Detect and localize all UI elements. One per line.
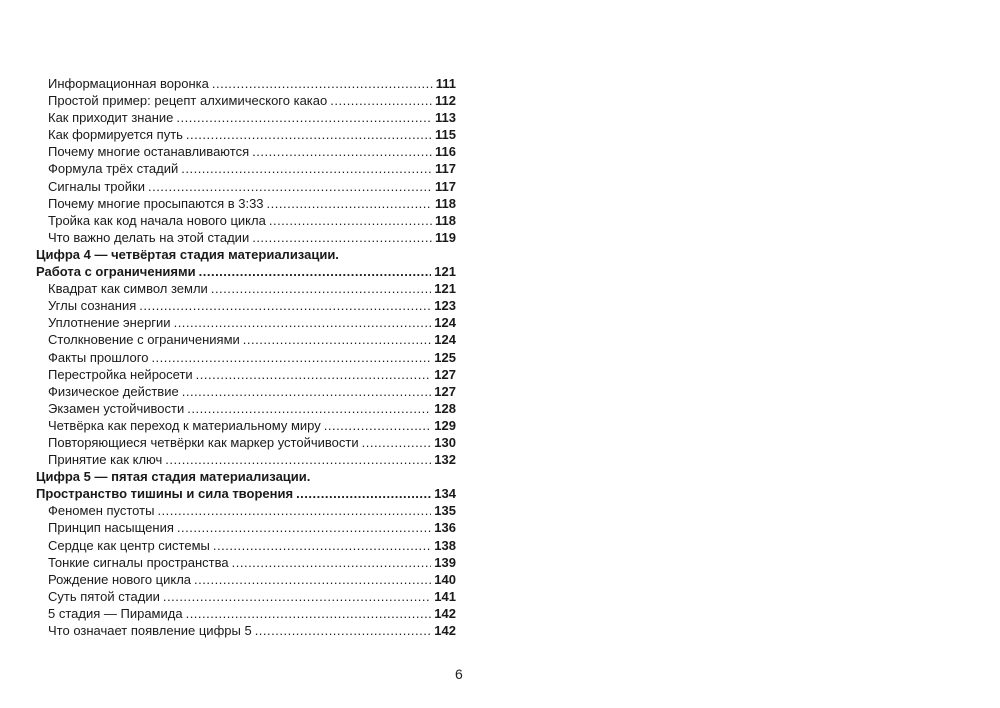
toc-entry-page: 130 [434, 434, 456, 450]
toc-entry [36, 349, 456, 366]
toc-entry-page: 119 [435, 229, 456, 245]
toc-entry-page: 118 [435, 212, 456, 228]
toc-entry-title: Перестройка нейросети [48, 366, 193, 382]
toc-entry-page: 134 [434, 486, 456, 502]
toc-entry-title: Тройка как код начала нового цикла [48, 212, 266, 228]
right-page [500, 0, 1000, 708]
toc-entry [36, 588, 456, 605]
toc-entry-title: Формула трёх стадий [48, 161, 179, 177]
toc-entry-page: 112 [435, 93, 456, 109]
toc-leader-dots [186, 605, 432, 622]
toc-entry [36, 519, 456, 536]
toc-entry-page: 115 [435, 127, 456, 143]
toc-entry-page: 135 [434, 503, 456, 519]
toc-entry-title: Уплотнение энергии [48, 315, 171, 331]
toc-leader-dots [232, 554, 432, 571]
toc-leader-dots [187, 400, 431, 417]
toc-entry-page: 141 [434, 588, 456, 604]
toc-entry-title: Работа с ограничениями [36, 264, 196, 280]
toc-entry-title: Столкновение с ограничениями [48, 332, 240, 348]
toc-entry-title: 5 стадия — Пирамида [48, 605, 183, 621]
toc-entry-title: Что важно делать на этой стадии [48, 229, 250, 245]
toc-entry-title: Сердце как центр системы [48, 537, 210, 553]
toc-entry-title: Сигналы тройки [48, 178, 145, 194]
toc-leader-dots [196, 366, 432, 383]
toc-leader-dots [362, 434, 432, 451]
toc-entry-title: Пространство тишины и сила творения [36, 486, 294, 502]
toc-leader-dots [255, 622, 432, 639]
toc-entry-page: 129 [434, 417, 456, 433]
toc-entry-page: 111 [435, 76, 456, 91]
toc-leader-dots [252, 143, 432, 160]
toc-leader-dots [243, 331, 432, 348]
toc-entry [36, 554, 456, 571]
toc-entry-page: 121 [434, 281, 456, 297]
toc-entry [36, 366, 456, 383]
toc-leader-dots [177, 519, 431, 536]
toc-entry [36, 160, 456, 177]
toc-entry-title: Суть пятой стадии [48, 588, 160, 604]
toc-entry [36, 109, 456, 126]
toc-entry [36, 485, 456, 502]
toc-entry-page: 116 [435, 144, 456, 160]
toc-leader-dots [163, 588, 431, 605]
toc-entry-page: 142 [434, 623, 456, 638]
toc-entry [36, 92, 456, 109]
toc-leader-dots [252, 229, 432, 246]
toc-entry-title: Цифра 5 — пятая стадия материализации. [36, 469, 311, 485]
toc-entry [36, 246, 456, 263]
toc-entry-title: Экзамен устойчивости [48, 400, 185, 416]
toc-entry-page: 124 [434, 332, 456, 348]
toc-entry-page: 123 [434, 298, 456, 314]
toc-entry [36, 195, 456, 212]
toc-entry-page: 128 [434, 400, 456, 416]
toc-entry-title: Как приходит знание [48, 110, 174, 126]
toc-entry-title: Углы сознания [48, 298, 137, 314]
toc-leader-dots [211, 280, 431, 297]
toc-entry-title: Простой пример: рецепт алхимического какао [48, 93, 328, 109]
toc-entry [36, 126, 456, 143]
toc-entry [36, 451, 456, 468]
toc-entry-title: Тонкие сигналы пространства [48, 554, 229, 570]
toc-entry-title: Четвёрка как переход к материальному миру [48, 417, 321, 433]
toc-entry-title: Почему многие останавливаются [48, 144, 250, 160]
toc-entry-page: 127 [434, 383, 456, 399]
toc-entry-page: 117 [435, 178, 456, 194]
toc-entry-page: 124 [434, 315, 456, 331]
toc-entry-title: Рождение нового цикла [48, 571, 192, 587]
toc-entry-title: Цифра 4 — четвёртая стадия материализации. [36, 246, 339, 262]
toc-entry [36, 622, 456, 639]
toc-leader-dots [296, 485, 431, 502]
toc-entry-page: 138 [434, 537, 456, 553]
toc-leader-dots [212, 75, 433, 92]
toc-entry [36, 229, 456, 246]
toc-entry [36, 75, 456, 92]
toc-entry-title: Повторяющиеся четвёрки как маркер устойчивости [48, 434, 359, 450]
toc-entry [36, 331, 456, 348]
toc-entry-page: 121 [434, 264, 456, 280]
toc-entry-title: Информационная воронка [48, 76, 209, 91]
toc-entry [36, 468, 456, 485]
toc-entry-page: 127 [434, 366, 456, 382]
toc-leader-dots [194, 571, 431, 588]
toc-entry [36, 280, 456, 297]
toc-entry [36, 434, 456, 451]
toc-entry-page: 132 [434, 452, 456, 468]
toc-entry-title: Факты прошлого [48, 349, 149, 365]
toc-entry-title: Физическое действие [48, 383, 179, 399]
toc-leader-dots [330, 92, 432, 109]
toc-entry [36, 263, 456, 280]
toc-leader-dots [182, 383, 432, 400]
toc-list-left [36, 75, 456, 639]
toc-leader-dots [174, 314, 432, 331]
toc-entry [36, 383, 456, 400]
toc-entry [36, 537, 456, 554]
toc-entry-title: Квадрат как символ земли [48, 281, 208, 297]
toc-entry-title: Феномен пустоты [48, 503, 155, 519]
toc-leader-dots [186, 126, 432, 143]
toc-entry-title: Принцип насыщения [48, 520, 174, 536]
toc-entry-page: 139 [434, 554, 456, 570]
toc-entry [36, 314, 456, 331]
toc-leader-dots [199, 263, 432, 280]
toc-entry-title: Принятие как ключ [48, 452, 163, 468]
toc-entry-page: 117 [435, 161, 456, 177]
toc-entry-title: Почему многие просыпаются в 3:33 [48, 195, 264, 211]
toc-leader-dots [269, 212, 432, 229]
toc-leader-dots [157, 502, 431, 519]
toc-entry [36, 605, 456, 622]
toc-leader-dots [139, 297, 431, 314]
toc-entry-page: 140 [434, 571, 456, 587]
toc-entry-page: 113 [435, 110, 456, 126]
toc-leader-dots [165, 451, 431, 468]
toc-leader-dots [324, 417, 432, 434]
toc-leader-dots [151, 349, 431, 366]
toc-entry-page: 142 [434, 605, 456, 621]
toc-entry-page: 125 [434, 349, 456, 365]
toc-entry [36, 417, 456, 434]
toc-leader-dots [176, 109, 432, 126]
toc-leader-dots [213, 537, 431, 554]
toc-entry [36, 212, 456, 229]
toc-entry-page: 136 [434, 520, 456, 536]
toc-entry [36, 571, 456, 588]
toc-entry [36, 297, 456, 314]
toc-entry-title: Как формируется путь [48, 127, 183, 143]
toc-entry-page: 118 [435, 195, 456, 211]
toc-entry [36, 178, 456, 195]
toc-entry [36, 400, 456, 417]
toc-entry [36, 502, 456, 519]
toc-entry-title: Что означает появление цифры 5 [48, 623, 252, 638]
toc-leader-dots [267, 195, 432, 212]
toc-entry [36, 143, 456, 160]
toc-leader-dots [148, 178, 432, 195]
toc-leader-dots [181, 160, 432, 177]
page-number-left: 6 [455, 666, 463, 682]
